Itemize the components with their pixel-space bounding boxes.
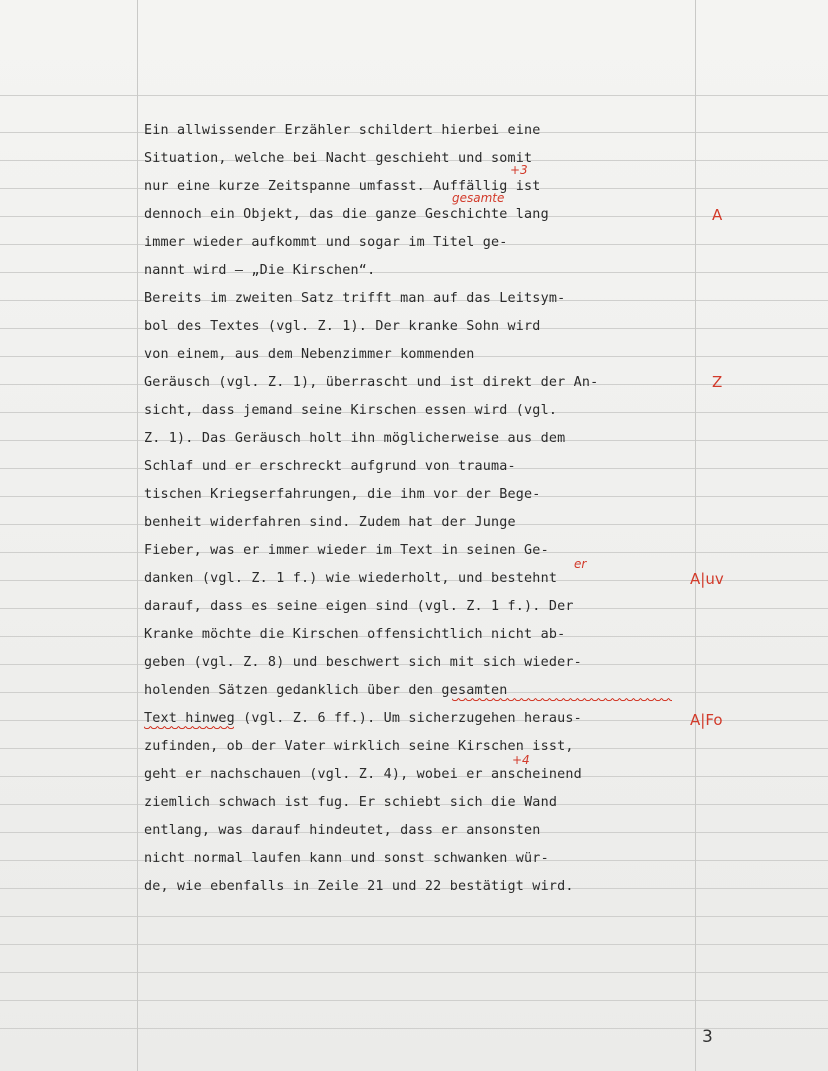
margin-mark-a-fo: A|Fo <box>690 711 723 729</box>
text-line-3: nur eine kurze Zeitspanne umfasst. Auffällig ist <box>144 179 541 194</box>
page-number: 3 <box>702 1027 713 1047</box>
ruled-line <box>0 95 828 96</box>
correction-gesamte: gesamte <box>452 191 505 205</box>
text-line-8: bol des Textes (vgl. Z. 1). Der kranke Sohn wird <box>144 319 541 334</box>
text-line-5: immer wieder aufkommt und sogar im Titel ge- <box>144 235 508 250</box>
text-line-9: von einem, aus dem Nebenzimmer kommenden <box>144 347 475 362</box>
margin-mark-a: A <box>712 206 723 224</box>
ruled-line <box>0 916 828 917</box>
text-line-20: geben (vgl. Z. 8) und beschwert sich mit sich wieder- <box>144 655 582 670</box>
margin-mark-a-uv: A|uv <box>690 570 724 588</box>
correction-mark-3: +3 <box>510 163 528 177</box>
text-line-26: entlang, was darauf hindeutet, dass er ansonsten <box>144 823 541 838</box>
text-line-7: Bereits im zweiten Satz trifft man auf das Leitsym- <box>144 291 566 306</box>
text-line-4: dennoch ein Objekt, das die ganze Geschichte lang <box>144 207 549 222</box>
text-line-11: sicht, dass jemand seine Kirschen essen wird (vgl. <box>144 403 558 418</box>
text-line-17: danken (vgl. Z. 1 f.) wie wiederholt, und bestehnt <box>144 571 558 586</box>
text-line-24: geht er nachschauen (vgl. Z. 4), wobei er anscheinend <box>144 767 582 782</box>
text-line-1: Ein allwissender Erzähler schildert hierbei eine <box>144 123 541 138</box>
correction-mark-4: +4 <box>512 753 530 767</box>
text-line-22: Text hinweg (vgl. Z. 6 ff.). Um sicherzugehen heraus- <box>144 711 582 726</box>
text-line-14: tischen Kriegserfahrungen, die ihm vor der Bege- <box>144 487 541 502</box>
text-line-21: holenden Sätzen gedanklich über den gesamten <box>144 683 508 698</box>
text-line-10: Geräusch (vgl. Z. 1), überrascht und ist direkt der An- <box>144 375 599 390</box>
text-line-23: zufinden, ob der Vater wirklich seine Kirschen isst, <box>144 739 574 754</box>
text-line-15: benheit widerfahren sind. Zudem hat der Junge <box>144 515 516 530</box>
wavy-underline <box>452 698 672 704</box>
text-line-13: Schlaf und er erschreckt aufgrund von trauma- <box>144 459 516 474</box>
correction-er: er <box>574 557 587 571</box>
margin-mark-z: Z <box>712 373 723 391</box>
text-line-28: de, wie ebenfalls in Zeile 21 und 22 bestätigt wird. <box>144 879 574 894</box>
text-line-18: darauf, dass es seine eigen sind (vgl. Z. 1 f.). Der <box>144 599 574 614</box>
left-margin-line <box>137 0 138 1071</box>
ruled-line <box>0 1000 828 1001</box>
text-line-27: nicht normal laufen kann und sonst schwanken wür- <box>144 851 549 866</box>
text-line-25: ziemlich schwach ist fug. Er schiebt sich die Wand <box>144 795 558 810</box>
text-line-6: nannt wird – „Die Kirschen“. <box>144 263 376 278</box>
ruled-line <box>0 944 828 945</box>
ruled-line <box>0 972 828 973</box>
text-line-12: Z. 1). Das Geräusch holt ihn möglicherweise aus dem <box>144 431 566 446</box>
text-line-16: Fieber, was er immer wieder im Text in seinen Ge- <box>144 543 549 558</box>
text-line-2: Situation, welche bei Nacht geschieht und somit <box>144 151 533 166</box>
right-margin-line <box>695 0 696 1071</box>
text-line-19: Kranke möchte die Kirschen offensichtlich nicht ab- <box>144 627 566 642</box>
wavy-underline <box>144 726 234 732</box>
